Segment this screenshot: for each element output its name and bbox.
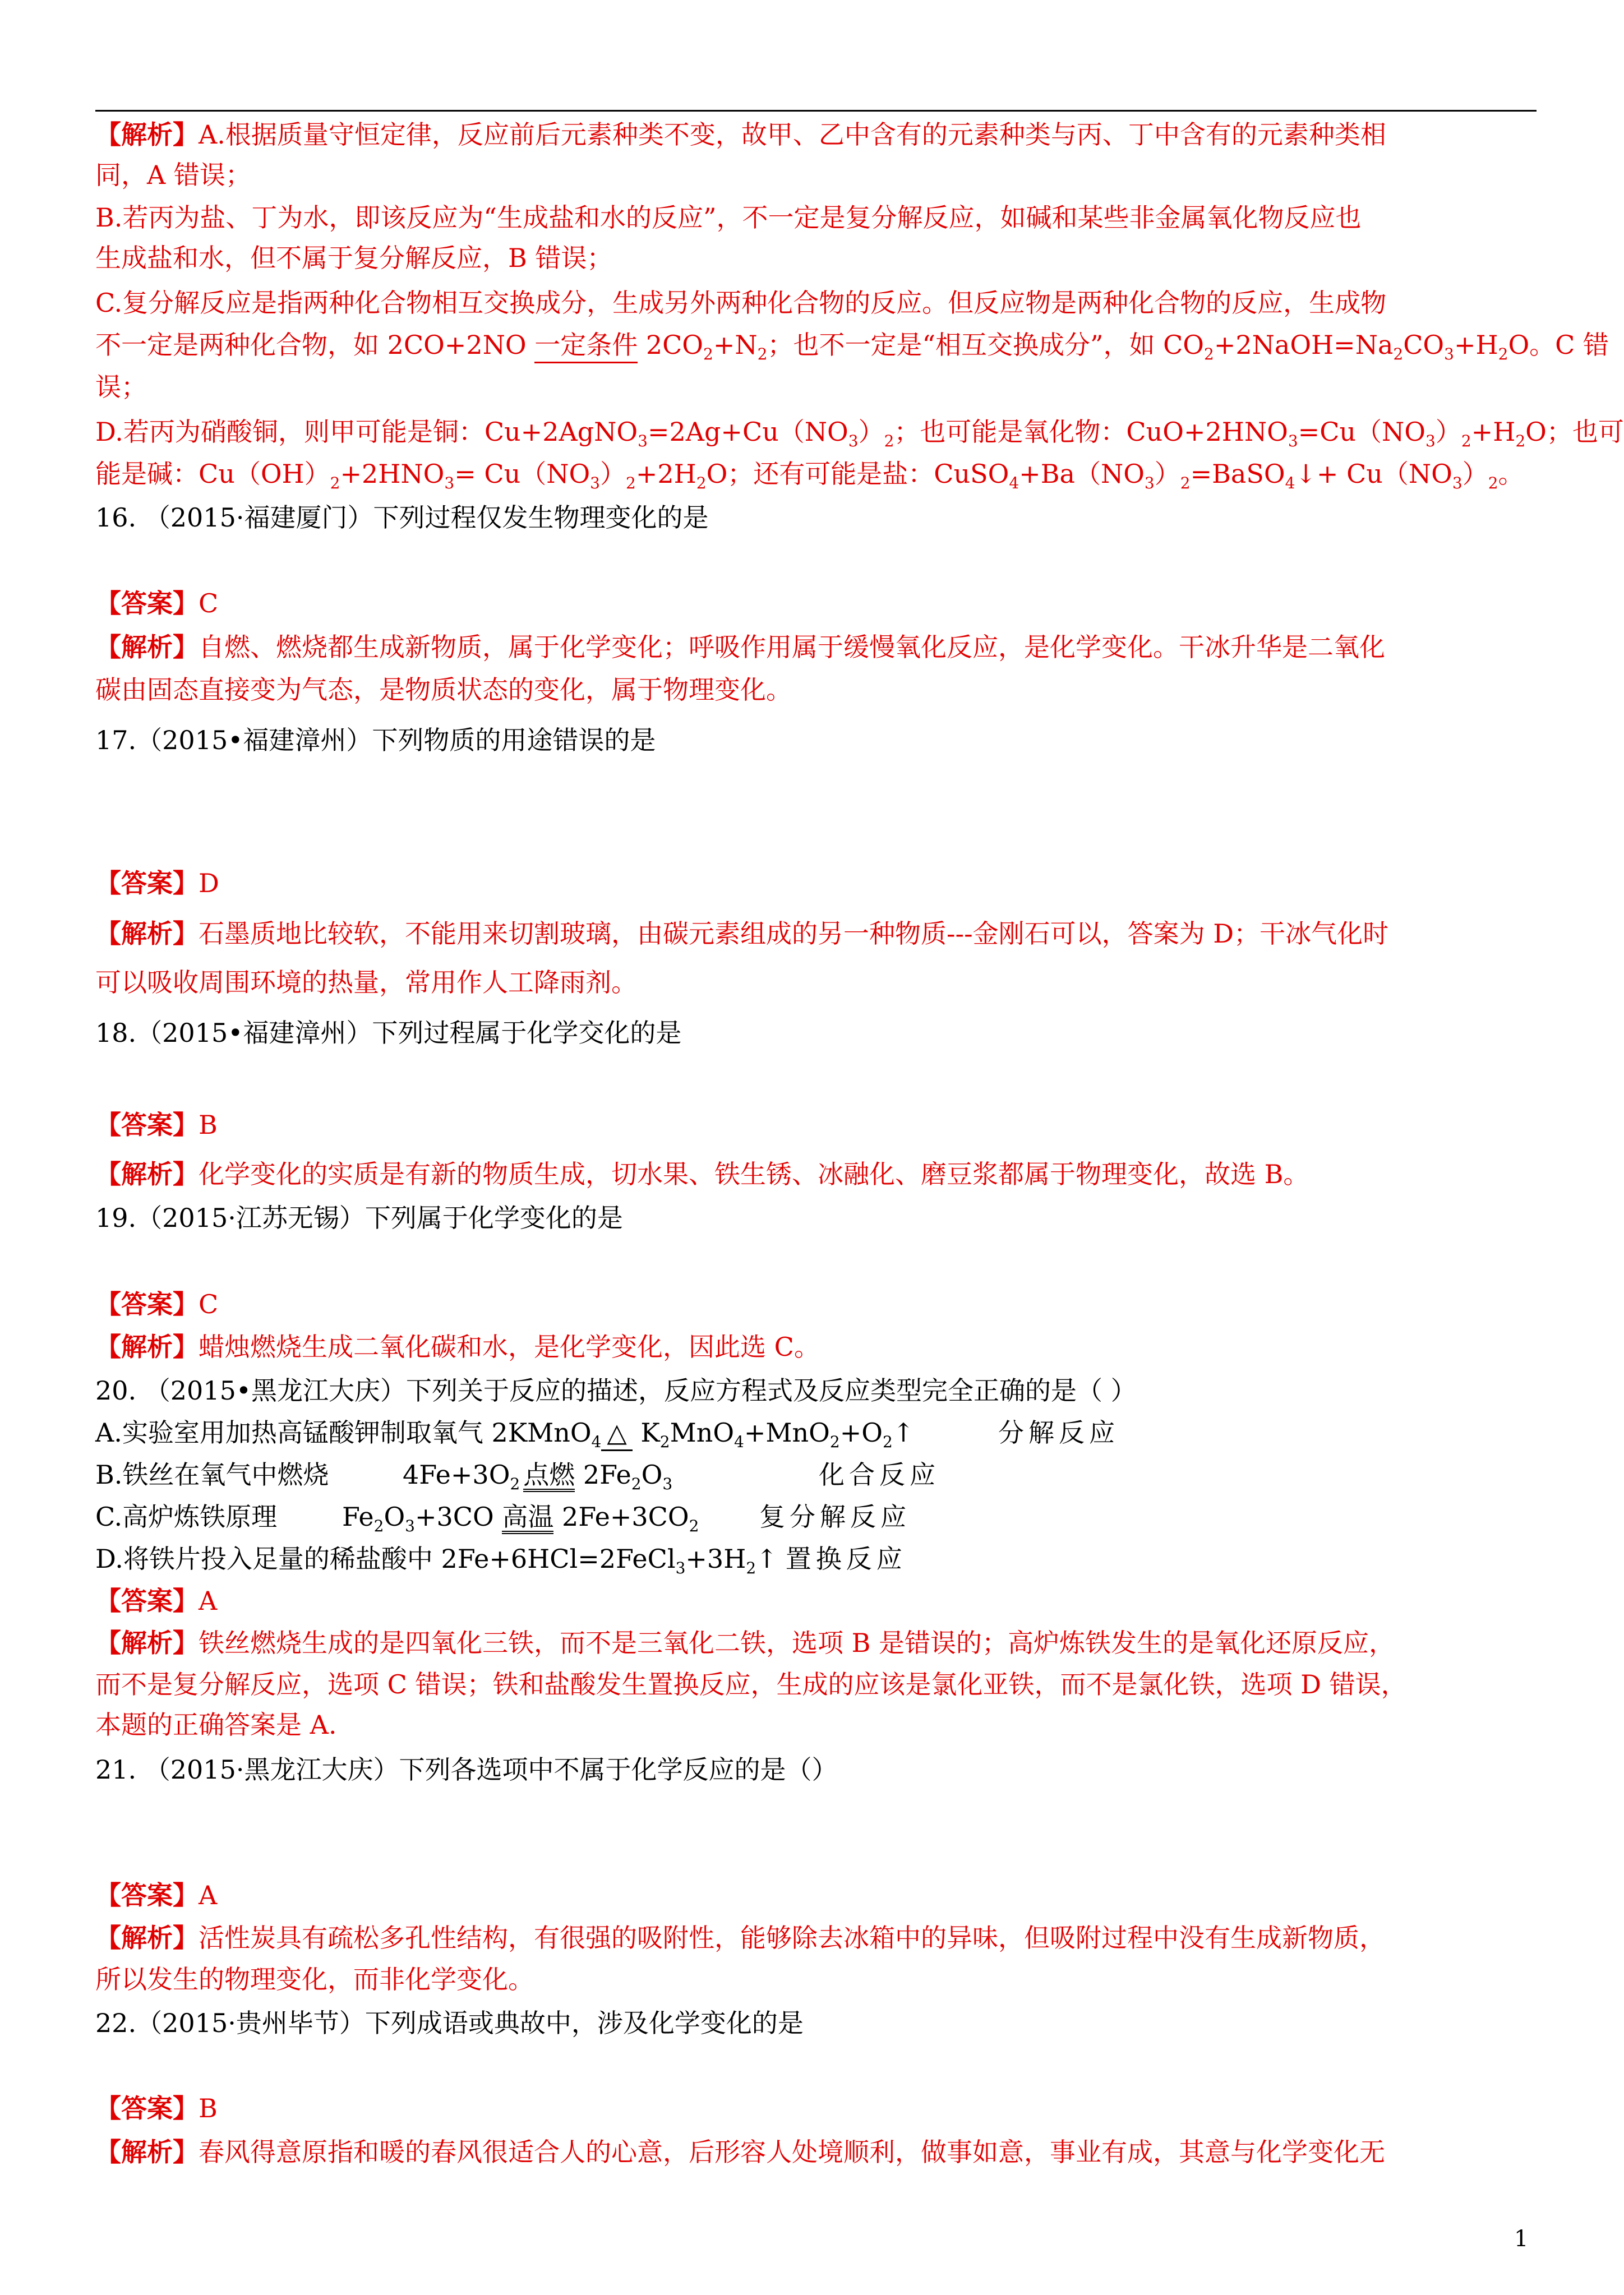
q20-option-b: B.铁丝在氧气中燃烧 $4Fe+3O_2$ 点燃 $2Fe_2O_3$ 化合反应 (95, 1458, 1542, 1491)
q15-analysis-line-9: 能是碱：$Cu(OH)_2+2HNO_3= Cu(NO_3)_2+2H_2O$；还有可能是盐：$CuSO_4+Ba(NO_3)_2=BaSO_4↓+ Cu(NO_3)_2$。 (95, 459, 1524, 492)
q16-analysis-line-2: 碳由固态直接变为气态，是物质状态的变化，属于物理变化。 (95, 675, 792, 705)
q17-analysis-line-1: 【解析】石墨质地比较软，不能用来切割玻璃，由碳元素组成的另一种物质---金刚石可以，答案为 D；干冰气化时 (95, 918, 1389, 949)
q16-answer: 【答案】C (95, 588, 219, 618)
q15-analysis-line-1: 【解析】A.根据质量守恒定律，反应前后元素种类不变，故甲、乙中含有的元素种类与丙、丁中含有的元素种类相 (95, 119, 1386, 150)
q15-analysis-line-4: 生成盐和水，但不属于复分解反应，B 错误； (95, 243, 613, 273)
page-number: 1 (1514, 2226, 1529, 2252)
q20-option-a: A.实验室用加热高锰酸钾制取氧气 2KMnO$_4$ △ $K_2MnO_4+MnO_2+O_2↑$ 分解反应 (95, 1416, 1542, 1451)
header-rule (95, 110, 1537, 112)
q20-analysis-line-3: 本题的正确答案是 A. (95, 1710, 337, 1740)
q20-option-c-type: 复分解反应 (759, 1502, 911, 1532)
q17-analysis-line-2: 可以吸收周围环境的热量，常用作人工降雨剂。 (95, 967, 637, 998)
q15-analysis-line-5: C.复分解反应是指两种化合物相互交换成分，生成另外两种化合物的反应。但反应物是两种化合物的反应，生成物 (95, 288, 1387, 318)
q20-option-c: C.高炉炼铁原理 $Fe_2O_3+3CO$ 高温 $2Fe+3CO_2$ 复分解反应 (95, 1500, 1542, 1534)
high-temp-condition: 高温 (502, 1503, 553, 1534)
q19-answer: 【答案】C (95, 1289, 219, 1319)
q15-analysis-line-3: B.若丙为盐、丁为水，即该反应为“生成盐和水的反应”，不一定是复分解反应，如碱和某些非金属氧化物反应也 (95, 202, 1362, 233)
q20-option-a-type: 分解反应 (998, 1417, 1119, 1448)
q20-stem: 20. （2015•黑龙江大庆）下列关于反应的描述，反应方程式及反应类型完全正确的是（ ） (95, 1375, 1137, 1406)
q20-analysis-line-2: 而不是复分解反应，选项 C 错误；铁和盐酸发生置换反应，生成的应该是氯化亚铁，而不是氯化铁，选项 D 错误， (95, 1669, 1407, 1700)
q21-answer: 【答案】A (95, 1880, 218, 1910)
q19-analysis-line-1: 【解析】蜡烛燃烧生成二氧化碳和水，是化学变化，因此选 C。 (95, 1332, 820, 1362)
q21-analysis-line-1: 【解析】活性炭具有疏松多孔性结构，有很强的吸附性，能够除去冰箱中的异味，但吸附过程中没有生成新物质， (95, 1923, 1385, 1953)
q20-answer: 【答案】A (95, 1586, 218, 1616)
q15-analysis-line-7: 误； (95, 372, 147, 402)
q22-analysis-line-1: 【解析】春风得意原指和暖的春风很适合人的心意，后形容人处境顺利，做事如意，事业有成，其意与化学变化无 (95, 2137, 1385, 2167)
q20-analysis-line-1: 【解析】铁丝燃烧生成的是四氧化三铁，而不是三氧化二铁，选项 B 是错误的；高炉炼铁发生的是氧化还原反应， (95, 1628, 1395, 1658)
q15-analysis-line-8: D.若丙为硝酸铜，则甲可能是铜：$Cu+2AgNO_3=2Ag+Cu(NO_3)_2$；也可能是氧化物：$CuO+2HNO_3=Cu(NO_3)_2+H_2O$；也可 (95, 417, 1624, 450)
q17-answer: 【答案】D (95, 868, 219, 898)
q18-answer: 【答案】B (95, 1110, 218, 1140)
q16-analysis-line-1: 【解析】自燃、燃烧都生成新物质，属于化学变化；呼吸作用属于缓慢氧化反应，是化学变化。干冰升华是二氧化 (95, 632, 1385, 662)
reaction-condition: 一定条件 (534, 328, 638, 363)
q21-analysis-line-2: 所以发生的物理变化，而非化学变化。 (95, 1964, 534, 1994)
q19-stem: 19.（2015·江苏无锡）下列属于化学变化的是 (95, 1203, 623, 1233)
q22-answer: 【答案】B (95, 2093, 218, 2123)
q16-stem: 16. （2015·福建厦门）下列过程仅发生物理变化的是 (95, 502, 709, 533)
q18-stem: 18.（2015•福建漳州）下列过程属于化学交化的是 (95, 1018, 682, 1048)
q20-option-b-type: 化合反应 (819, 1460, 940, 1490)
q20-option-d: D.将铁片投入足量的稀盐酸中 $2Fe+6HCl=2FeCl_3+3H_2↑$ 置换反应 (95, 1544, 907, 1577)
heat-condition: △ (601, 1416, 632, 1451)
q15-analysis-line-6: 不一定是两种化合物，如 2CO+2NO 一定条件 $2CO_2+N_2$；也不一定是“相互交换成分”，如 $CO_2+2NaOH=Na_2CO_3+H_2O$。C 错 (95, 328, 1542, 363)
q21-stem: 21. （2015·黑龙江大庆）下列各选项中不属于化学反应的是（） (95, 1754, 838, 1785)
q18-analysis-line-1: 【解析】化学变化的实质是有新的物质生成，切水果、铁生锈、冰融化、磨豆浆都属于物理变化，故选 B。 (95, 1159, 1309, 1189)
q22-stem: 22.（2015·贵州毕节）下列成语或典故中，涉及化学变化的是 (95, 2008, 804, 2038)
q20-option-d-type: 置换反应 (785, 1544, 907, 1574)
q17-stem: 17.（2015•福建漳州）下列物质的用途错误的是 (95, 725, 656, 755)
ignite-condition: 点燃 (523, 1461, 575, 1492)
q15-analysis-line-2: 同，A 错误； (95, 160, 251, 190)
